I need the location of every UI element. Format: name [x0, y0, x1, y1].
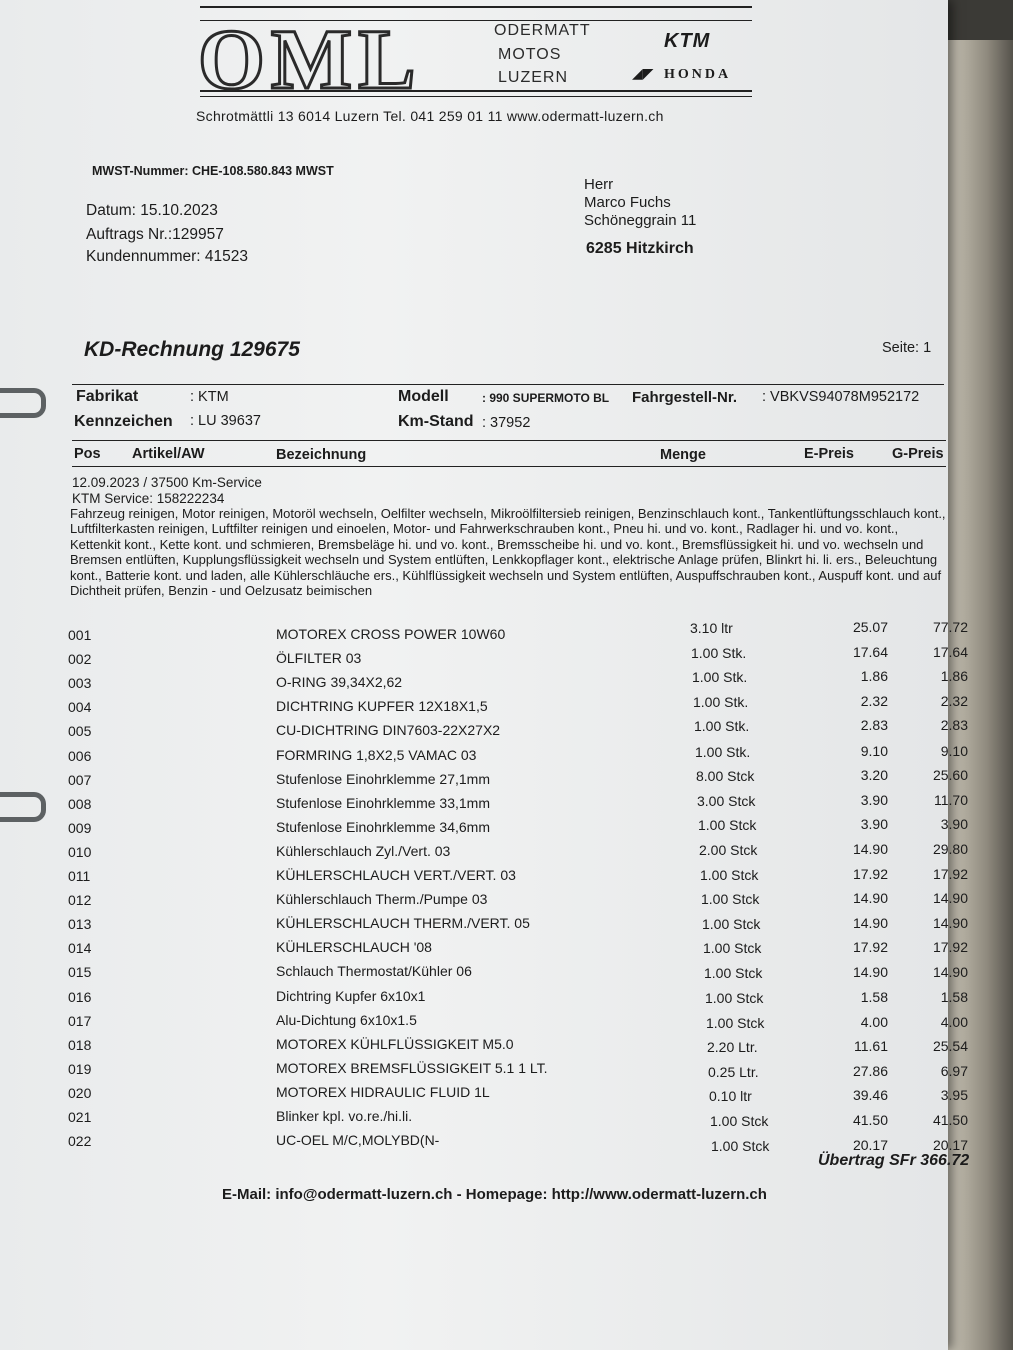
item-pos: 011 — [68, 868, 91, 884]
item-pos: 007 — [68, 772, 92, 788]
item-pos: 008 — [68, 796, 92, 812]
item-total-price: 4.00 — [940, 1014, 968, 1030]
item-description: Dichtring Kupfer 6x10x1 — [276, 988, 426, 1004]
item-unit-price: 27.86 — [852, 1063, 888, 1079]
item-unit-price: 17.92 — [852, 866, 888, 882]
column-quantity: Menge — [660, 447, 706, 463]
item-quantity: 1.00 Stck — [698, 817, 757, 833]
item-total-price: 1.58 — [940, 989, 968, 1005]
item-unit-price: 3.90 — [860, 816, 888, 832]
item-total-price: 14.90 — [932, 890, 968, 906]
letterhead-rule-top — [200, 6, 752, 8]
item-unit-price: 14.90 — [852, 964, 888, 980]
item-pos: 001 — [68, 627, 92, 643]
footer-contact: E-Mail: info@odermatt-luzern.ch - Homepage: http://www.odermatt-luzern.ch — [222, 1186, 767, 1203]
item-total-price: 14.90 — [932, 964, 968, 980]
item-quantity: 1.00 Stck — [710, 1113, 769, 1129]
item-pos: 014 — [68, 940, 92, 956]
item-description: Stufenlose Einohrklemme 34,6mm — [276, 819, 490, 835]
item-total-price: 17.64 — [932, 644, 968, 660]
item-pos: 017 — [68, 1013, 92, 1029]
customer-salutation: Herr — [584, 176, 614, 193]
item-quantity: 3.00 Stck — [697, 793, 756, 809]
item-pos: 004 — [68, 699, 92, 715]
customer-name: Marco Fuchs — [584, 194, 671, 211]
mileage-value: : 37952 — [482, 415, 531, 431]
page-number: Seite: 1 — [882, 340, 932, 356]
company-address: Schrotmättli 13 6014 Luzern Tel. 041 259 01 11 www.odermatt-luzern.ch — [196, 108, 664, 124]
item-description: Kühlerschlauch Zyl./Vert. 03 — [276, 843, 451, 859]
item-pos: 019 — [68, 1061, 92, 1077]
vehicle-rule — [72, 384, 944, 385]
item-quantity: 0.10 ltr — [709, 1088, 752, 1104]
item-unit-price: 3.20 — [860, 767, 888, 783]
item-unit-price: 14.90 — [852, 890, 888, 906]
ktm-brand-logo: KTM — [664, 30, 711, 52]
item-quantity: 1.00 Stck — [705, 990, 764, 1006]
invoice-title: KD-Rechnung 129675 — [84, 338, 300, 361]
customer-number: Kundennummer: 41523 — [86, 248, 249, 265]
vat-number: MWST-Nummer: CHE-108.580.843 MWST — [92, 164, 334, 178]
item-quantity: 2.20 Ltr. — [707, 1039, 758, 1055]
column-article: Artikel/AW — [132, 446, 205, 462]
item-unit-price: 2.32 — [860, 693, 888, 709]
item-total-price: 2.32 — [940, 693, 968, 709]
item-total-price: 17.92 — [932, 939, 968, 955]
item-total-price: 2.83 — [940, 717, 968, 733]
item-pos: 009 — [68, 820, 92, 836]
item-description: KÜHLERSCHLAUCH THERM./VERT. 05 — [276, 915, 530, 931]
item-unit-price: 25.07 — [852, 619, 888, 635]
model-label: Modell — [398, 388, 449, 405]
item-description: Blinker kpl. vo.re./hi.li. — [276, 1108, 413, 1124]
item-description: DICHTRING KUPFER 12X18X1,5 — [276, 698, 488, 714]
item-pos: 005 — [68, 723, 92, 739]
column-pos: Pos — [74, 446, 101, 462]
item-total-price: 1.86 — [940, 668, 968, 684]
item-total-price: 17.92 — [932, 866, 968, 882]
item-total-price: 41.50 — [932, 1112, 968, 1128]
item-unit-price: 39.46 — [852, 1087, 888, 1103]
item-description: UC-OEL M/C,MOLYBD(N- — [276, 1132, 440, 1148]
item-quantity: 1.00 Stck — [702, 916, 761, 932]
item-unit-price: 9.10 — [860, 743, 888, 759]
item-description: ÖLFILTER 03 — [276, 650, 362, 666]
customer-city: 6285 Hitzkirch — [586, 240, 694, 257]
column-unit-price: E-Preis — [804, 446, 854, 462]
item-quantity: 1.00 Stk. — [692, 669, 748, 685]
item-pos: 016 — [68, 989, 92, 1005]
column-description: Bezeichnung — [276, 447, 367, 463]
item-unit-price: 14.90 — [852, 915, 888, 931]
item-quantity: 1.00 Stck — [703, 940, 762, 956]
item-unit-price: 17.92 — [852, 939, 888, 955]
item-total-price: 77.72 — [932, 619, 968, 635]
customer-street: Schöneggrain 11 — [584, 212, 697, 229]
item-description: KÜHLERSCHLAUCH '08 — [276, 939, 432, 955]
item-quantity: 1.00 Stk. — [695, 744, 751, 760]
item-total-price: 25.54 — [932, 1038, 968, 1054]
item-unit-price: 1.86 — [860, 668, 888, 684]
item-total-price: 3.90 — [940, 816, 968, 832]
item-total-price: 25.60 — [932, 767, 968, 783]
item-unit-price: 1.58 — [860, 989, 888, 1005]
invoice-date: Datum: 15.10.2023 — [86, 202, 218, 219]
item-pos: 022 — [68, 1133, 92, 1149]
item-quantity: 1.00 Stck — [700, 867, 759, 883]
honda-wing-icon: ◢◤ — [632, 65, 654, 81]
item-quantity: 1.00 Stck — [704, 965, 763, 981]
item-total-price: 9.10 — [940, 743, 968, 759]
item-unit-price: 3.90 — [860, 792, 888, 808]
honda-brand-logo: HONDA — [664, 67, 732, 82]
item-pos: 020 — [68, 1085, 92, 1101]
item-pos: 015 — [68, 964, 92, 980]
item-pos: 003 — [68, 675, 92, 691]
item-description: CU-DICHTRING DIN7603-22X27X2 — [276, 722, 501, 738]
chassis-value: : VBKVS94078M952172 — [762, 389, 920, 405]
plate-value: : LU 39637 — [190, 413, 261, 429]
item-unit-price: 20.17 — [852, 1137, 888, 1153]
item-quantity: 1.00 Stck — [711, 1138, 770, 1154]
item-pos: 013 — [68, 916, 92, 932]
item-description: FORMRING 1,8X2,5 VAMAC 03 — [276, 747, 477, 763]
service-date-line: 12.09.2023 / 37500 Km-Service — [72, 475, 262, 490]
item-total-price: 20.17 — [932, 1137, 968, 1153]
item-quantity: 1.00 Stk. — [691, 645, 747, 661]
item-pos: 010 — [68, 844, 92, 860]
item-description: Kühlerschlauch Therm./Pumpe 03 — [276, 891, 488, 907]
item-quantity: 1.00 Stk. — [694, 718, 750, 734]
item-unit-price: 14.90 — [852, 841, 888, 857]
item-total-price: 29.80 — [932, 841, 968, 857]
carry-over-total: Übertrag SFr 366.72 — [818, 1152, 970, 1169]
item-description: Stufenlose Einohrklemme 33,1mm — [276, 795, 490, 811]
item-description: O-RING 39,34X2,62 — [276, 674, 403, 690]
item-pos: 018 — [68, 1037, 92, 1053]
company-logo: OML — [198, 11, 422, 107]
item-pos: 002 — [68, 651, 92, 667]
item-total-price: 11.70 — [934, 792, 968, 808]
item-quantity: 0.25 Ltr. — [708, 1064, 759, 1080]
item-description: Alu-Dichtung 6x10x1.5 — [276, 1012, 417, 1028]
column-rule-bottom — [72, 466, 946, 467]
item-description: MOTOREX BREMSFLÜSSIGKEIT 5.1 1 LT. — [276, 1060, 548, 1076]
item-quantity: 1.00 Stck — [701, 891, 760, 907]
item-pos: 006 — [68, 748, 92, 764]
order-number: Auftrags Nr.:129957 — [86, 226, 224, 243]
item-unit-price: 17.64 — [852, 644, 888, 660]
item-description: Stufenlose Einohrklemme 27,1mm — [276, 771, 490, 787]
chassis-label: Fahrgestell-Nr. — [632, 389, 738, 406]
company-name-line1: ODERMATT — [494, 22, 591, 39]
item-quantity: 2.00 Stck — [699, 842, 758, 858]
column-total-price: G-Preis — [892, 446, 944, 462]
item-description: MOTOREX KÜHLFLÜSSIGKEIT M5.0 — [276, 1036, 514, 1052]
company-name-line2: MOTOS — [498, 46, 562, 63]
item-description: MOTOREX CROSS POWER 10W60 — [276, 626, 506, 642]
service-number-line: KTM Service: 158222234 — [72, 491, 225, 506]
item-total-price: 3.95 — [940, 1087, 968, 1103]
binder-hole-ring-bottom — [0, 792, 46, 822]
service-description: Fahrzeug reinigen, Motor reinigen, Motoröl wechseln, Oelfilter wechseln, Mikroölfiltersieb reinigen, Benzinschlauch kont., Tankentlüftungsschlauch kont., Luftfilterkasten reinigen, Luftfilter reinigen und einoelen, Motor- und Fahrwerkschrauben kont., Pneu hi. und vo. kont., Radlager hi. und vo. kont., Kettenkit kont., Kette kont. und schmieren, Bremsbeläge hi. und vo. kont., Bremsscheibe hi. und vo. kont., Bremsflüssigkeit hi. und vo. wechseln und Bremsen entlüften, Kupplungsflüssigkeit wechseln und System entlüften, Lenkkopflager kont., elektrische Anlage prüfen, Blinkrt hi. li. ers., Beleuchtung kont., Batterie kont. und laden, alle Kühlerschläuche ers., Kühlflüssigkeit wechseln und System entlüften, Auspuffschrauben kont., Auspuff kont. und auf Dichtheit prüfen, Benzin - und Oelzusatz beimischen — [70, 506, 946, 599]
item-unit-price: 41.50 — [852, 1112, 888, 1128]
item-quantity: 8.00 Stck — [696, 768, 755, 784]
item-total-price: 14.90 — [932, 915, 968, 931]
item-quantity: 1.00 Stk. — [693, 694, 749, 710]
binder-hole-ring-top — [0, 388, 46, 418]
item-quantity: 1.00 Stck — [706, 1015, 765, 1031]
item-description: Schlauch Thermostat/Kühler 06 — [276, 963, 472, 979]
plate-label: Kennzeichen — [74, 413, 173, 430]
item-description: KÜHLERSCHLAUCH VERT./VERT. 03 — [276, 867, 516, 883]
make-label: Fabrikat — [76, 388, 139, 405]
company-name-line3: LUZERN — [498, 69, 569, 86]
item-pos: 021 — [68, 1109, 92, 1125]
item-unit-price: 11.61 — [854, 1038, 888, 1054]
model-value: : 990 SUPERMOTO BL — [482, 391, 610, 405]
item-unit-price: 2.83 — [860, 717, 888, 733]
item-total-price: 6.97 — [940, 1063, 968, 1079]
item-unit-price: 4.00 — [860, 1014, 888, 1030]
column-rule-top — [72, 440, 946, 441]
item-quantity: 3.10 ltr — [690, 620, 733, 636]
item-description: MOTOREX HIDRAULIC FLUID 1L — [276, 1084, 490, 1100]
make-value: : KTM — [190, 389, 229, 405]
item-pos: 012 — [68, 892, 92, 908]
mileage-label: Km-Stand — [398, 413, 474, 430]
